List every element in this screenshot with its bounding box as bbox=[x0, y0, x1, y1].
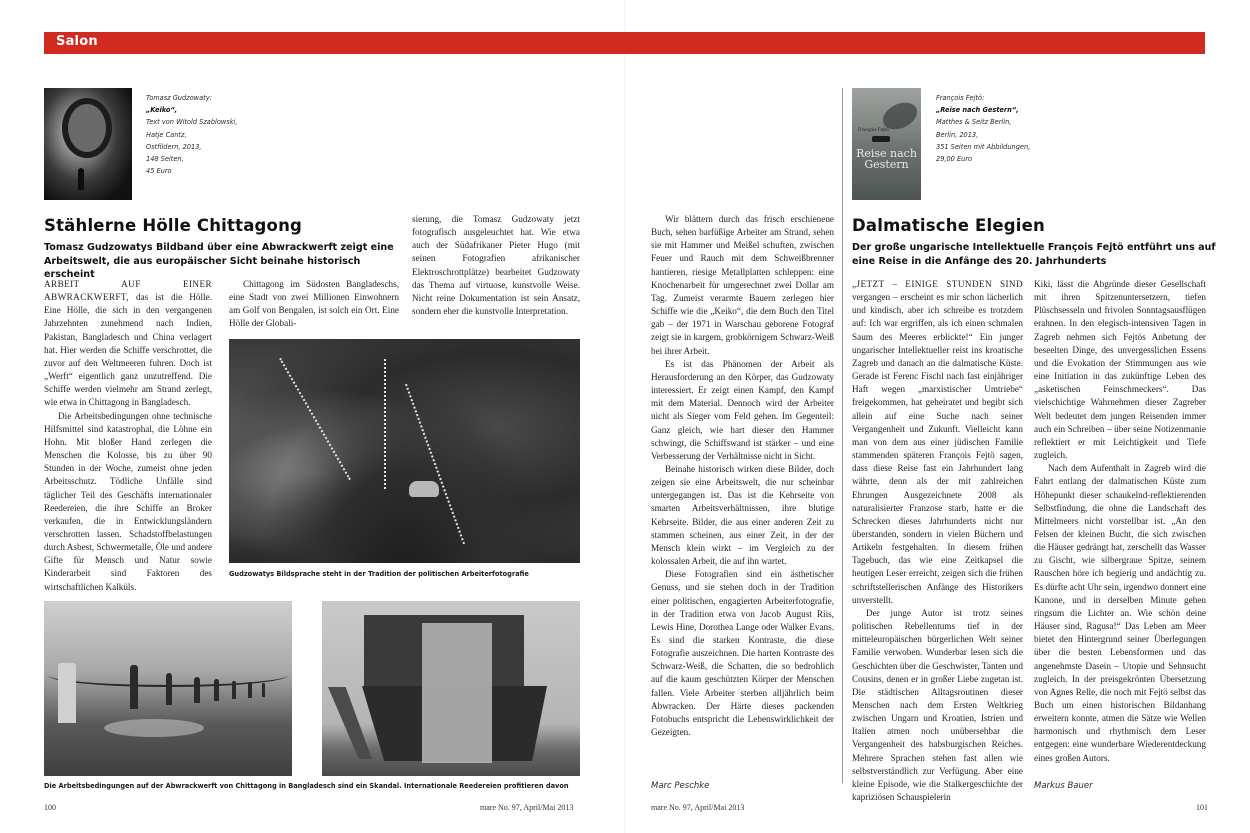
book-detail: 148 Seiten, bbox=[146, 155, 184, 164]
cover-figure-silhouette bbox=[78, 168, 84, 190]
paragraph: Kiki, lässt die Abgründe dieser Gesellschaft mit ihren Spitzenuntersetzern, tiefen Plüschsesseln und frivolen Sonntagsausflügen erahnen. In den elegisch-intensiven Tagen in Zagreb nehmen sich Fejtös Anbetung der beseelten Dinge, des unvergesslichen Essens und die Evokation der Stimmungen aus wie eine Initiation in das zukünftige Leben des „asketischen Feinschmeckers“. Das vielschichtige Wahrnehmen dieser Zagreber Welt bedeutet dem jungen Reisenden immer auch ein Schreiben – über seine Notizenmanie reflektiert er mit Leichtigkeit und Tiefe zugleich. bbox=[1034, 279, 1206, 461]
cover-ship bbox=[872, 136, 890, 142]
photo-dismantled-ship bbox=[322, 601, 580, 776]
article-headline: Dalmatische Elegien bbox=[852, 216, 1045, 235]
photo-person bbox=[262, 683, 265, 697]
page-number: 100 bbox=[44, 803, 56, 812]
book-detail: 45 Euro bbox=[146, 167, 172, 176]
section-header-bar bbox=[44, 32, 1205, 54]
paragraph: Nach dem Aufenthalt in Zagreb wird die Fahrt entlang der dalmatischen Küste zum Höhepunkt dieser schaukelnd-reflektierenden Selbstfindung, die ohne die Landschaft des Mittelmeers nicht vorstellbar ist. „An den Felsen der kleinen Bucht, die sich zwischen die Häuser gedrängt hat, zerschellt das Wasser zu Gischt, wie silbergraue Spitze, seinem Rauschen höre ich begierig und andächtig zu. Es dürfte acht Uhr sein, irgendwo donnert eine Kanone, und in derselben Minute gehen ringsum die Lichter an. Wie schön deine Häuser sind, Ragusa!“ Das Leben am Meer bietet den Hintergrund seiner Überlegungen über die besten Lebensformen und das angenehmste Dasein – Utopie und Sehnsucht zugleich. In der preisgekrönten Übersetzung von Agnes Relle, die noch mit Fejtö selbst das Buch um einen historischen Bildanhang erweitern konnte, atmen die Sätze wie Wellen harmonisch und rhythmisch dem Leser entgegen: eine wunderbare Wiederentdeckung eines großen Autors. bbox=[1034, 463, 1206, 763]
page-number: 101 bbox=[1196, 803, 1208, 812]
column-divider bbox=[842, 88, 843, 783]
photo-caption: Die Arbeitsbedingungen auf der Abwrackwerft von Chittagong in Bangladesch sind ein Skandal. Internationale Reedereien profitieren davon bbox=[44, 782, 569, 790]
page-gutter bbox=[624, 0, 626, 833]
photo-person bbox=[166, 673, 172, 705]
photo-person bbox=[194, 677, 200, 703]
book-info-keiko bbox=[146, 92, 237, 177]
book-cover-reise-nach-gestern bbox=[852, 88, 921, 200]
photo-ship-hull-worker bbox=[229, 339, 580, 563]
book-detail: 29,00 Euro bbox=[936, 155, 973, 164]
book-detail: Matthes & Seitz Berlin, bbox=[936, 118, 1012, 127]
article-column-3-right bbox=[1034, 278, 1206, 765]
photo-person bbox=[130, 665, 138, 709]
section-label: Salon bbox=[56, 34, 98, 49]
lead-in: ARBEIT AUF EINER ABWRACKWERFT, bbox=[44, 279, 212, 303]
cover-author: François Fejtö bbox=[858, 128, 889, 133]
author-byline: Marc Peschke bbox=[651, 781, 710, 791]
photo-bow-section bbox=[328, 687, 372, 759]
article-deck: Der große ungarische Intellektuelle François Fejtö entführt uns auf eine Reise in die Anfänge des 20. Jahrhunderts bbox=[852, 242, 1216, 267]
book-detail: Ostfildern, 2013, bbox=[146, 142, 202, 151]
article-column-2 bbox=[229, 278, 399, 331]
photo-person bbox=[58, 663, 76, 723]
photo-detail bbox=[405, 384, 465, 544]
issue-info: mare No. 97, April/Mai 2013 bbox=[651, 803, 745, 812]
paragraph: Diese Fotografien sind ein ästhetischer Genuss, und sie stehen doch in der Tradition einer politischen, engagierten Arbeiterfotografie, in der Tradition etwa von Jacob August Riis, Lewis Hine, Dorothea Lange oder Walker Evans. Es sind die starken Kontraste, die diese Fotografie auszeichnen. Die harten Kontraste des Schwarz-Weiß, die Schatten, die so bedrohlich auf die kaum geschützten Körper der Menschen fallen. Viele Arbeiter sterben alljährlich beim Abwracken. Der Härte dieses packenden Fotobuchs entspricht die Lebenswirklichkeit der Gezeigten. bbox=[651, 569, 834, 738]
article-column-2-right bbox=[852, 278, 1023, 804]
photo-exposed-interior bbox=[422, 623, 492, 763]
photo-puddle bbox=[104, 719, 204, 737]
book-title: „Reise nach Gestern“, bbox=[936, 106, 1019, 115]
book-detail: Text von Witold Szablowski, bbox=[146, 118, 238, 127]
paragraph: Es ist das Phänomen der Arbeit als Herausforderung an den Körper, das Gudzowaty interessiert. Er zeigt einen Kampf, den Kampf mit dem Material. Dennoch wird der Arbeiter nicht als Sieger vom Feld gehen. Im Gegenteil: Ganz gleich, wie hart dieser den Hammer schwingt, die Schiffswand ist stärker – und eine Verbesserung der Verhältnisse nicht in Sicht. bbox=[651, 358, 834, 461]
photo-person bbox=[214, 679, 219, 701]
cover-propeller-shape bbox=[62, 98, 112, 158]
cover-title: Reise nach Gestern bbox=[856, 147, 917, 171]
paragraph: Beinahe historisch wirken diese Bilder, doch zeigen sie eine Arbeitswelt, die nur scheinbar untergegangen ist. Das ist die Kehrseite von smarten Arbeitsverhältnissen, ihre blutige Kehrseite. Bilder, die aus einer anderen Zeit zu stammen scheinen, aus einer Zeit, in der der Mensch klein wirkt – im Vergleich zu der kolossalen Arbeit, die auf ihn wartet. bbox=[651, 463, 834, 567]
photo-worker-figure bbox=[409, 481, 439, 497]
article-column-1-right bbox=[651, 213, 834, 739]
paragraph-text: vergangen – erscheint es mir schon lächerlich und kindisch, aber ich schreibe es trotzdem auf: Ich war ergriffen, als ich einen schmalen Saum des Meeres erblickte!“ Ein junger ungarischer Intellektueller reist ins kroatische Zagreb und danach an die dalmatische Küste. Gerade ist Ferenc Fischl nach fast einjähriger Haft wegen „marxistischer Umtriebe“ freigekommen, hat geheiratet und begibt sich allein auf eine Suche nach seiner Vergangenheit und Zukunft. Vielleicht kann man von dem aus einer jüdischen Familie stammenden späteren François Fejtö sagen, dass diese Reise fast ein Jahrhundert lang währte, denn als der mit zahlreichen Ehrungen Ausgezeichnete 2008 als naturalisierter Franzose starb, hatte er die Schrecken dieses Jahrhunderts nicht nur überstanden, sondern in vielen Büchern und Artikeln festgehalten. In diesem frühen Tagebuch, das wie eine Zeitkapsel die heutigen Leser erreicht, zeigen sich die frühen schriftstellerischen Anfänge des Historikers unverstellt. bbox=[852, 292, 1023, 605]
article-deck: Tomasz Gudzowatys Bildband über eine Abwrackwerft zeigt eine Arbeitswelt, die aus europäischer Sicht beinahe historisch erscheint bbox=[44, 242, 394, 280]
paragraph: Chittagong im Südosten Bangladeschs, eine Stadt von zwei Millionen Einwohnern am Golf von Bengalen, ist solch ein Ort. Eine Hölle der Globali- bbox=[229, 279, 399, 329]
book-detail: 351 Seiten mit Abbildungen, bbox=[936, 142, 1031, 151]
article-column-3 bbox=[412, 213, 580, 318]
author-byline: Markus Bauer bbox=[1034, 781, 1093, 791]
article-headline: Stählerne Hölle Chittagong bbox=[44, 216, 303, 235]
paragraph-text: das ist die Hölle. Eine Hölle, die sich in den vergangenen Jahrzehnten zunehmend nach Indien, Pakistan, Bangladesch und China verlagert hat. Hier werden die Schiffe verschrottet, die zuvor auf den Weltmeeren fuhren. Doch ist „Werft“ eigentlich ganz unzutreffend. Die Schiffe werden vielmehr am Strand zerlegt, wie etwa in Chittagong in Bangladesch. bbox=[44, 292, 212, 408]
issue-info: mare No. 97, April/Mai 2013 bbox=[480, 803, 574, 812]
book-author: François Fejtö: bbox=[936, 94, 985, 102]
photo-person bbox=[248, 682, 252, 698]
paragraph: Der junge Autor ist trotz seines politischen Rebellentums tief in der mitteleuropäischen bürgerlichen Welt seiner Familie verwoben. Wunderbar lesen sich die Geschichten über die Geschwister, Tanten und Cousins, denen er in großer Liebe zugetan ist. Die städtischen Alltagsroutinen dieser Menschen nach dem Ersten Weltkrieg zwischen Ungarn und Kroatien, Istrien und Italien atmen noch unübersehbar die Vergangenheit des habsburgischen Reiches. Mehrere Sprachen stehen fast allen wie selbstverständlich zur Verfügung. Aber eine kleine Episode, wie die Stalkergeschichte der kapriziösen Schauspielerin bbox=[852, 607, 1023, 803]
book-detail: Berlin, 2013, bbox=[936, 130, 979, 139]
paragraph: sierung, die Tomasz Gudzowaty jetzt fotografisch ausgeleuchtet hat. Wie etwa auch der Südafrikaner Pieter Hugo (mit seinen Fotografien afrikanischer Elektroschrottplätze) bearbeitet Gudzowaty das Thema auf virtuose, kunstvolle Weise. Nicht reine Dokumentation ist sein Ansatz, sondern eher die kunstvolle Interpretation. bbox=[412, 214, 580, 317]
paragraph: Die Arbeitsbedingungen ohne technische Hilfsmittel sind katastrophal, die Löhne ein Hohn. Mit bloßer Hand zerlegen die Menschen die Kolosse, bis zu über 90 Stunden in der Woche, zumeist ohne jeden Arbeitsschutz. Tödliche Unfälle sind täglicher Teil des Geschäfts internationaler Reedereien, die ihre Schiffe an Broker verkaufen, die in Entwicklungsländern verschrotten lassen. Schadstoffbelastungen durch Asbest, Schwermetalle, Öle und andere Gifte für Mensch und Natur sowie Kinderarbeit sind Faktoren des wirtschaftlichen Kalküls. bbox=[44, 410, 212, 592]
paragraph: Wir blättern durch das frisch erschienene Buch, sehen barfüßige Arbeiter am Strand, sehen sie mit Hammer und Meißel schuften, zwischen Feuer und Rauch mit dem Schweißbrenner hantieren, riesige Metallplatten schleppen: eine Knochenarbeit für umgerechnet zwei Dollar am Tag. Zumeist verarmte Bauern zerlegen hier Schiffe wie die „Keiko“, die dem Buch den Titel gab – der 1971 in Warschau geborene Fotograf zeigt sie in kargem, grobkörnigem Schwarz-Weiß bei ihrer Arbeit. bbox=[651, 214, 834, 356]
book-detail: Hatje Cantz, bbox=[146, 130, 187, 139]
article-column-1 bbox=[44, 278, 212, 594]
book-cover-keiko bbox=[44, 88, 132, 200]
photo-caption: Gudzowatys Bildsprache steht in der Tradition der politischen Arbeiterfotografie bbox=[229, 570, 529, 578]
photo-workers-beach bbox=[44, 601, 292, 776]
lead-in: „JETZT – EINIGE STUNDEN SIND bbox=[852, 279, 1023, 289]
book-author: Tomasz Gudzowaty: bbox=[146, 94, 212, 102]
photo-detail bbox=[384, 359, 386, 489]
photo-detail bbox=[279, 358, 351, 480]
book-info-reise-nach-gestern bbox=[936, 92, 1030, 165]
photo-person bbox=[232, 681, 236, 699]
book-title: „Keiko“, bbox=[146, 106, 178, 115]
